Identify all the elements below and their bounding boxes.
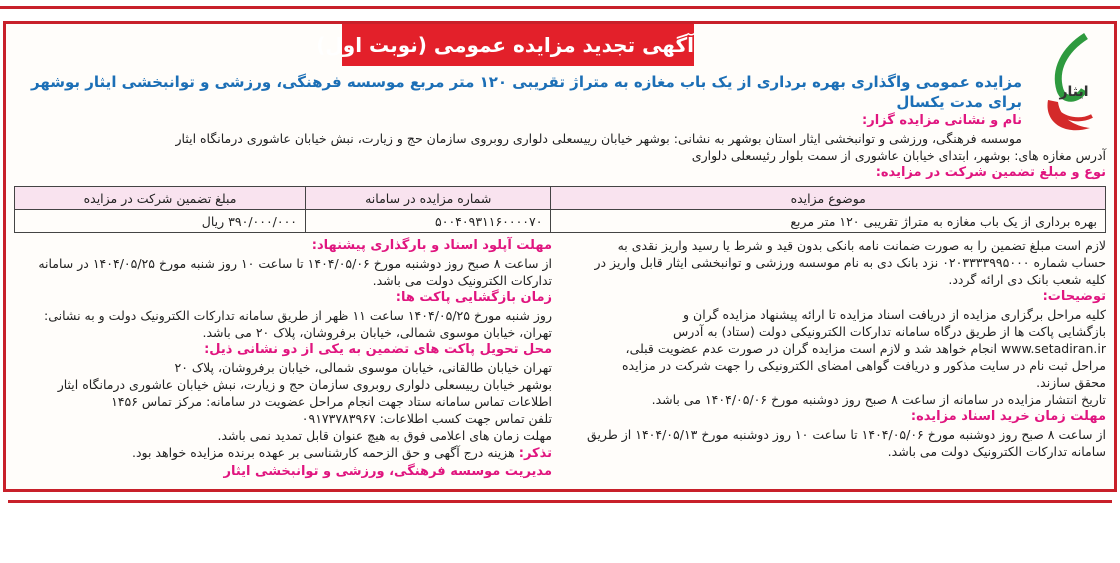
purchase-text: از ساعت ۸ صبح روز دوشنبه مورخ ۱۴۰۴/۰۵/۰۶ تا ساعت ۱۰ روز دوشنبه مورخ ۱۴۰۴/۰۵/۱۳ از طریق	[587, 427, 1106, 442]
delivery-heading: محل تحویل پاکت های تضمین به یکی از دو نشانی ذیل:	[204, 342, 552, 357]
guarantee-text: حساب شماره ۰۲۰۳۳۳۳۹۹۵۰۰۰ نزد بانک دی به نام موسسه ورزشی و توانبخشی ایثار قابل واریز در	[594, 255, 1106, 270]
shop-address: آدرس مغازه های: بوشهر، ابتدای خیابان عاشوری از سمت بلوار رئیسعلی دلواری	[691, 148, 1106, 163]
delivery-text: تهران خیابان طالقانی، خیابان موسوی شمالی، خیابان برفروشان، پلاک ۲۰	[174, 360, 552, 375]
contact-phone: تلفن تماس جهت کسب اطلاعات: ۰۹۱۷۳۷۸۳۹۶۷	[301, 411, 552, 426]
upload-text: تدارکات الکترونیک دولت می باشد.	[372, 273, 552, 288]
publish-date: تاریخ انتشار مزایده در سامانه از ساعت ۸ صبح روز دوشنبه مورخ ۱۴۰۴/۰۵/۰۶ می باشد.	[651, 392, 1106, 407]
opening-heading: زمان بازگشایی پاکت ها:	[395, 290, 552, 305]
columns	[14, 237, 1106, 481]
notes-text: کلیه مراحل برگزاری مزایده از دریافت اسناد مزایده تا ارائه پیشنهاد مزایده گران و	[683, 307, 1106, 322]
top-border	[0, 0, 1120, 9]
notes-heading: توضیحات:	[1042, 289, 1106, 304]
organizer-heading: نام و نشانی مزایده گزار:	[862, 113, 1022, 128]
guarantee-text: کلیه شعب بانک دی ارائه گردد.	[948, 272, 1106, 287]
isar-logo-icon	[1034, 30, 1106, 142]
purchase-text: سامانه تدارکات الکترونیک دولت می باشد.	[887, 444, 1106, 459]
header-number: شماره مزایده در سامانه	[306, 187, 551, 210]
notes-text: بازگشایی پاکت ها از طریق درگاه سامانه تدارکات الکترونیکی دولت (ستاد) به آدرس	[673, 324, 1106, 339]
cell-guarantee: ۳۹۰/۰۰۰/۰۰۰ ریال	[15, 210, 306, 233]
upload-text: از ساعت ۸ صبح روز دوشنبه مورخ ۱۴۰۴/۰۵/۰۶ تا ساعت ۱۰ روز شنبه مورخ ۱۴۰۴/۰۵/۲۵ در سامانه	[38, 256, 552, 271]
reminder-label: تذکر:	[518, 446, 552, 461]
bottom-border	[8, 500, 1112, 503]
auction-table	[14, 186, 1106, 233]
type-heading: نوع و مبلغ تضمین شرکت در مزایده:	[875, 165, 1106, 180]
reminder	[14, 444, 552, 463]
ad-frame	[3, 21, 1117, 492]
ad-header	[14, 24, 1106, 147]
purchase-heading: مهلت زمان خرید اسناد مزایده:	[910, 409, 1106, 424]
reminder-text: هزینه درج آگهی و حق الزحمه کارشناسی بر عهده برنده مزایده خواهد بود.	[131, 445, 515, 460]
table-header-row	[15, 187, 1106, 210]
opening-text: تهران، خیابان موسوی شمالی، خیابان برفروشان، پلاک ۲۰ می باشد.	[202, 325, 552, 340]
logo-text: ایثار	[1059, 84, 1089, 100]
subtitle: مزایده عمومی واگذاری بهره برداری از یک باب مغازه به متراژ تقریبی ۱۲۰ متر مربع موسسه فرهنگی، ورزشی و توانبخشی ایثار بوشهر برای مدت یکسال	[31, 73, 1022, 111]
signature: مدیریت موسسه فرهنگی، ورزشی و توانبخشی ایثار	[223, 464, 552, 479]
header-subject: موضوع مزایده	[551, 187, 1106, 210]
website-link[interactable]: www.setadiran.ir انجام خواهد شد و لازم است مزایده گران در صورت عدم عضویت قبلی،	[625, 341, 1106, 356]
delivery-text: مهلت زمان های اعلامی فوق به هیچ عنوان قابل تمدید نمی باشد.	[217, 428, 552, 443]
upload-heading: مهلت آپلود اسناد و بارگذاری پیشنهاد:	[311, 238, 552, 253]
notes-text: مراحل ثبت نام در سایت مذکور و دریافت گواهی امضای الکترونیکی را جهت شرکت در مزایده	[621, 358, 1106, 373]
ad-title: آگهی تجدید مزایده عمومی (نوبت اول)	[342, 24, 694, 66]
delivery-text: اطلاعات تماس سامانه ستاد جهت انجام مراحل عضویت در سامانه: مرکز تماس ۱۴۵۶	[111, 394, 552, 409]
organizer-address: موسسه فرهنگی، ورزشی و توانبخشی ایثار استان بوشهر به نشانی: بوشهر خیابان رییسعلی دلواری روبروی سازمان حج و زیارت، نبش خیابان عاشوری درمانگاه ایثار	[175, 131, 1022, 146]
delivery-text: بوشهر خیابان رییسعلی دلواری روبروی سازمان حج و زیارت، نبش خیابان عاشوری درمانگاه ایثار	[57, 377, 552, 392]
table-row	[15, 210, 1106, 233]
guarantee-text: لازم است مبلغ تضمین را به صورت ضمانت نامه بانکی بدون قید و شرط یا رسید واریز نقدی به	[617, 238, 1106, 253]
left-column	[14, 237, 552, 481]
opening-text: روز شنبه مورخ ۱۴۰۴/۰۵/۲۵ ساعت ۱۱ ظهر از طریق سامانه تدارکات الکترونیک دولت و به نشانی:	[44, 308, 552, 323]
right-column	[568, 237, 1106, 481]
cell-number: ۵۰۰۴۰۹۳۱۱۶۰۰۰۰۷۰	[306, 210, 551, 233]
cell-subject: بهره برداری از یک باب مغازه به متراژ تقریبی ۱۲۰ متر مربع	[551, 210, 1106, 233]
header-guarantee: مبلغ تضمین شرکت در مزایده	[15, 187, 306, 210]
notes-text: محقق سازند.	[1036, 375, 1106, 390]
